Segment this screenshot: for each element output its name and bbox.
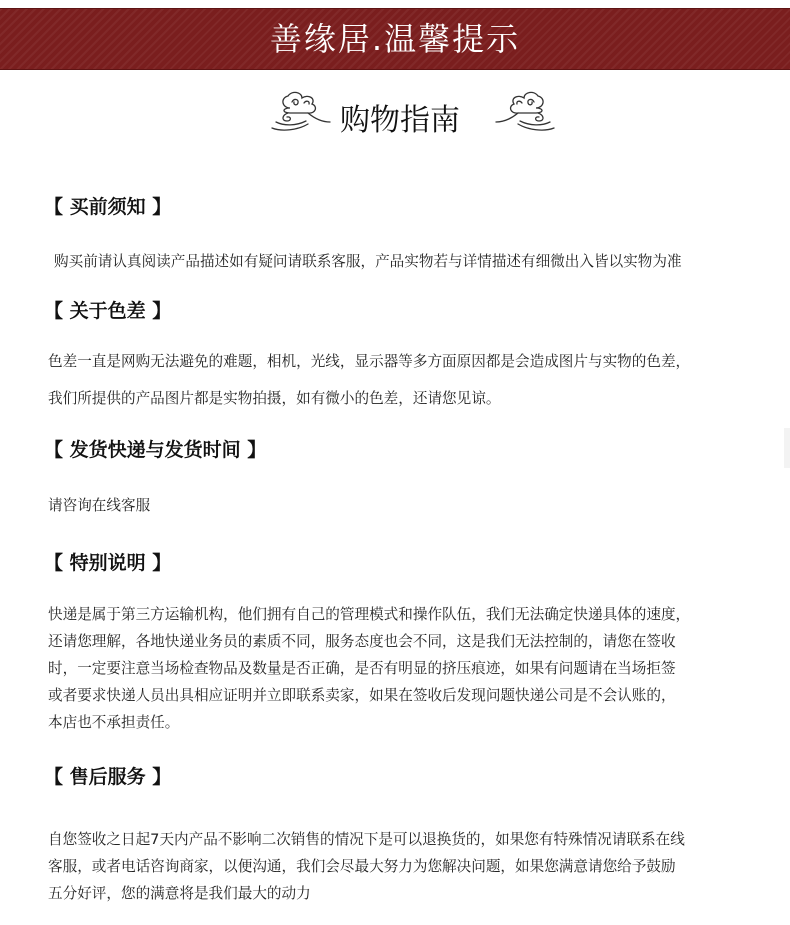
side-tab	[784, 428, 790, 468]
section-title-color-difference: 【 关于色差 】	[44, 300, 172, 322]
text-line: 还请您理解，各地快递业务员的素质不同，服务态度也会不同，这是我们无法控制的，请您在签收	[48, 633, 676, 650]
guide-header	[0, 88, 790, 148]
section-text-color-difference-line1: 色差一直是网购无法避免的难题，相机，光线，显示器等多方面原因都是会造成图片与实物的色差，	[48, 353, 691, 370]
text-line: 或者要求快递人员出具相应证明并立即联系卖家，如果在签收后发现问题快递公司是不会认账的，	[48, 687, 676, 704]
section-text-before-purchase: 购买前请认真阅读产品描述如有疑问请联系客服，产品实物若与详情描述有细微出入皆以实物为准	[54, 253, 682, 270]
header-banner	[0, 8, 790, 70]
section-text-shipping: 请咨询在线客服	[48, 497, 151, 514]
section-text-after-sales	[48, 826, 778, 907]
text-line: 本店也不承担责任。	[48, 714, 180, 731]
text-line: 五分好评，您的满意将是我们最大的动力	[48, 885, 311, 902]
section-title-after-sales: 【 售后服务 】	[44, 766, 172, 788]
section-title-before-purchase: 【 买前须知 】	[44, 196, 172, 218]
text-line: 客服，或者电话咨询商家，以便沟通，我们会尽最大努力为您解决问题，如果您满意请您给予鼓励	[48, 858, 676, 875]
text-line: 自您签收之日起7天内产品不影响二次销售的情况下是可以退换货的，如果您有特殊情况请联系在线	[48, 831, 685, 848]
section-title-shipping: 【 发货快递与发货时间 】	[44, 439, 267, 461]
guide-title: 购物指南	[340, 103, 460, 138]
section-text-special-notes	[48, 601, 778, 736]
text-line: 时，一定要注意当场检查物品及数量是否正确，是否有明显的挤压痕迹，如果有问题请在当场拒签	[48, 660, 676, 677]
section-text-color-difference-line2: 我们所提供的产品图片都是实物拍摄，如有微小的色差，还请您见谅。	[48, 390, 501, 407]
text-line: 快递是属于第三方运输机构，他们拥有自己的管理模式和操作队伍，我们无法确定快递具体的速度，	[48, 606, 691, 623]
banner-title: 善缘居.温馨提示	[269, 20, 521, 58]
cloud-ornament-icon	[486, 88, 558, 140]
section-title-special-notes: 【 特别说明 】	[44, 552, 172, 574]
